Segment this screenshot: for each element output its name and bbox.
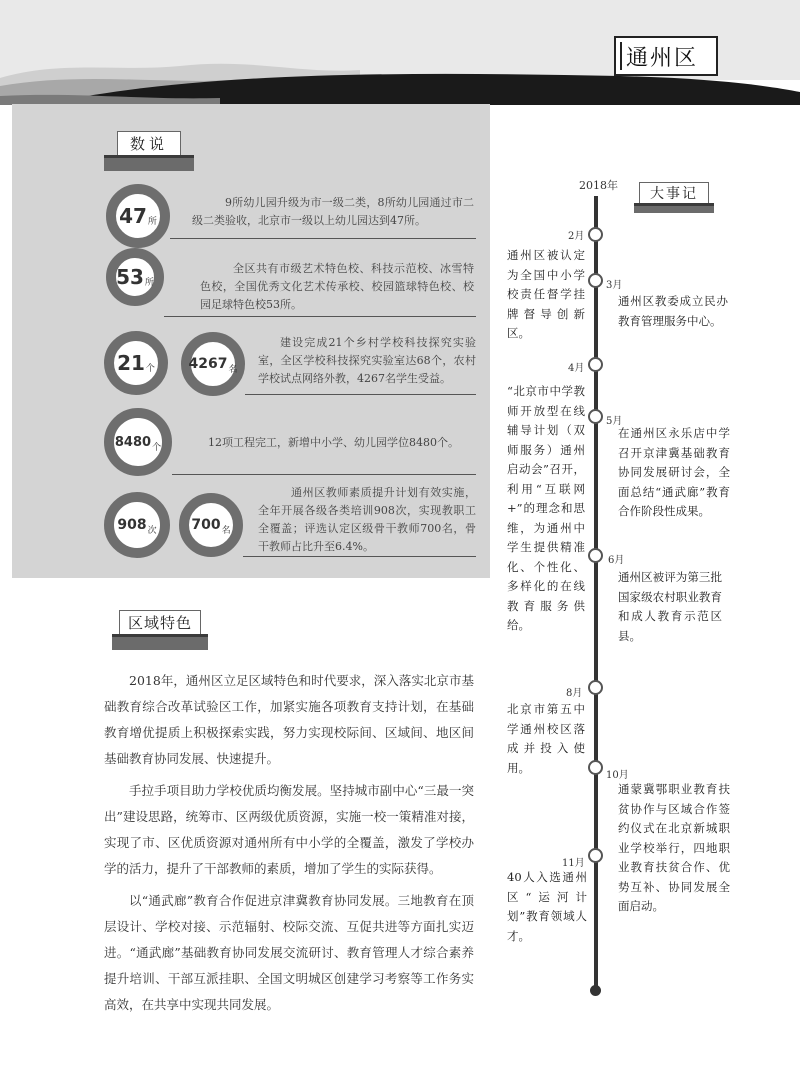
stat-text-1: 9所幼儿园升级为市一级二类，8所幼儿园通过市二级二类验收，北京市一级以上幼儿园达到47所。 [192, 196, 474, 227]
timeline-section-label [634, 182, 714, 213]
stat-ring-47: 47 所 [106, 184, 170, 248]
divider-line [243, 556, 476, 557]
stat-ring-908: 908 次 [104, 492, 170, 558]
divider-line [164, 316, 476, 317]
regional-body [104, 668, 474, 1018]
month-label: 5月 [606, 416, 623, 427]
stat-ring-21: 21 个 [104, 331, 168, 395]
timeline-node [588, 548, 603, 563]
month-label: 2月 [568, 231, 585, 242]
label-underbar [112, 634, 208, 650]
regional-section-title: 区域特色 [119, 610, 201, 634]
timeline-node [588, 680, 603, 695]
label-underbar [104, 155, 194, 171]
paragraph: 以“通武廊”教育合作促进京津冀教育协同发展。三地教育在顶层设计、学校对接、示范辐射、校际交流、互促共进等方面扎实迈进。“通武廊”基础教育协同发展交流研讨、教育管理人才综合素养提升培训、干部互派挂职、全国文明城区创建学习考察等工作务实高效，在共享中实现共同发展。 [104, 893, 474, 1012]
timeline-node [588, 227, 603, 242]
month-label: 3月 [606, 280, 623, 291]
month-label: 6月 [608, 555, 625, 566]
event-text: “北京市中学教师开放型在线辅导计划（双师服务）通州启动会”召开，利用“互联网+”的理念和思维，为通州中学生提供精准化、个性化、多样化的在线教育服务供给。 [507, 384, 585, 632]
divider-line [172, 474, 476, 475]
timeline-year: 2018年 [579, 179, 618, 192]
event-text: 通州区被认定为全国中小学校责任督学挂牌督导创新区。 [507, 248, 585, 340]
stats-section-title: 数说 [117, 131, 181, 155]
divider-line [170, 238, 476, 239]
stat-ring-53: 53 所 [106, 248, 164, 306]
divider-line [245, 394, 476, 395]
event-text: 在通州区永乐店中学召开京津冀基础教育协同发展研讨会，全面总结“通武廊”教育合作阶段性成果。 [618, 426, 730, 518]
event-text: 40人入选通州区“运河计划”教育领域人才。 [507, 870, 587, 943]
district-title-box [614, 36, 718, 76]
regional-section-label [112, 610, 208, 650]
label-underbar [634, 203, 714, 213]
stats-section-label [104, 131, 194, 171]
top-banner [0, 0, 800, 105]
month-label: 8月 [566, 688, 583, 699]
district-title: 通州区 [626, 45, 699, 71]
stat-text-4: 12项工程完工，新增中小学、幼儿园学位8480个。 [208, 436, 459, 449]
month-label: 10月 [606, 770, 629, 781]
paragraph: 手拉手项目助力学校优质均衡发展。坚持城市副中心“三最一突出”建设思路，统筹市、区两级优质资源，实施一校一策精准对接，实现了市、区优质资源对通州所有中小学的全覆盖，激发了学校办学的活力，提升了干部教师的素质，增加了学生的实际获得。 [104, 783, 474, 876]
paragraph: 2018年，通州区立足区域特色和时代要求，深入落实北京市基础教育综合改革试验区工作，加紧实施各项教育支持计划，在基础教育增优提质上积极探索实践，努力实现校际间、区域间、地区间基础教育协同发展、快速提升。 [104, 673, 474, 766]
stat-ring-8480: 8480 个 [104, 408, 172, 476]
month-label: 4月 [568, 363, 585, 374]
stat-ring-700: 700 名 [179, 493, 243, 557]
event-text: 北京市第五中学通州校区落成并投入使用。 [507, 702, 585, 775]
stat-text-5: 通州区教师素质提升计划有效实施，全年开展各级各类培训908次，实现教职工全覆盖；评选认定区级骨干教师700名，骨干教师占比升至6.4%。 [258, 486, 476, 553]
timeline-node [588, 357, 603, 372]
timeline-node [588, 760, 603, 775]
event-text: 通蒙冀鄂职业教育扶贫协作与区域合作签约仪式在北京新城职业学校举行，四地职业教育扶贫合作、优势互补、协同发展全面启动。 [618, 782, 730, 913]
event-text: 通州区被评为第三批国家级农村职业教育和成人教育示范区县。 [618, 570, 722, 643]
timeline-node [588, 273, 603, 288]
timeline-node [588, 409, 603, 424]
timeline-axis [594, 196, 598, 990]
stat-ring-4267: 4267 名 [181, 332, 245, 396]
month-label: 11月 [562, 858, 585, 869]
timeline-section-title: 大事记 [639, 182, 709, 203]
stat-text-3: 建设完成21个乡村学校科技探究实验室，全区学校科技探究实验室达68个，农村学校试点网络外教，4267名学生受益。 [258, 336, 476, 385]
timeline-node [588, 848, 603, 863]
event-text: 通州区教委成立民办教育管理服务中心。 [618, 294, 728, 328]
timeline-end-dot [590, 985, 601, 996]
stat-text-2: 全区共有市级艺术特色校、科技示范校、冰雪特色校，全国优秀文化艺术传承校、校园篮球特色校、校园足球特色校53所。 [200, 262, 474, 311]
